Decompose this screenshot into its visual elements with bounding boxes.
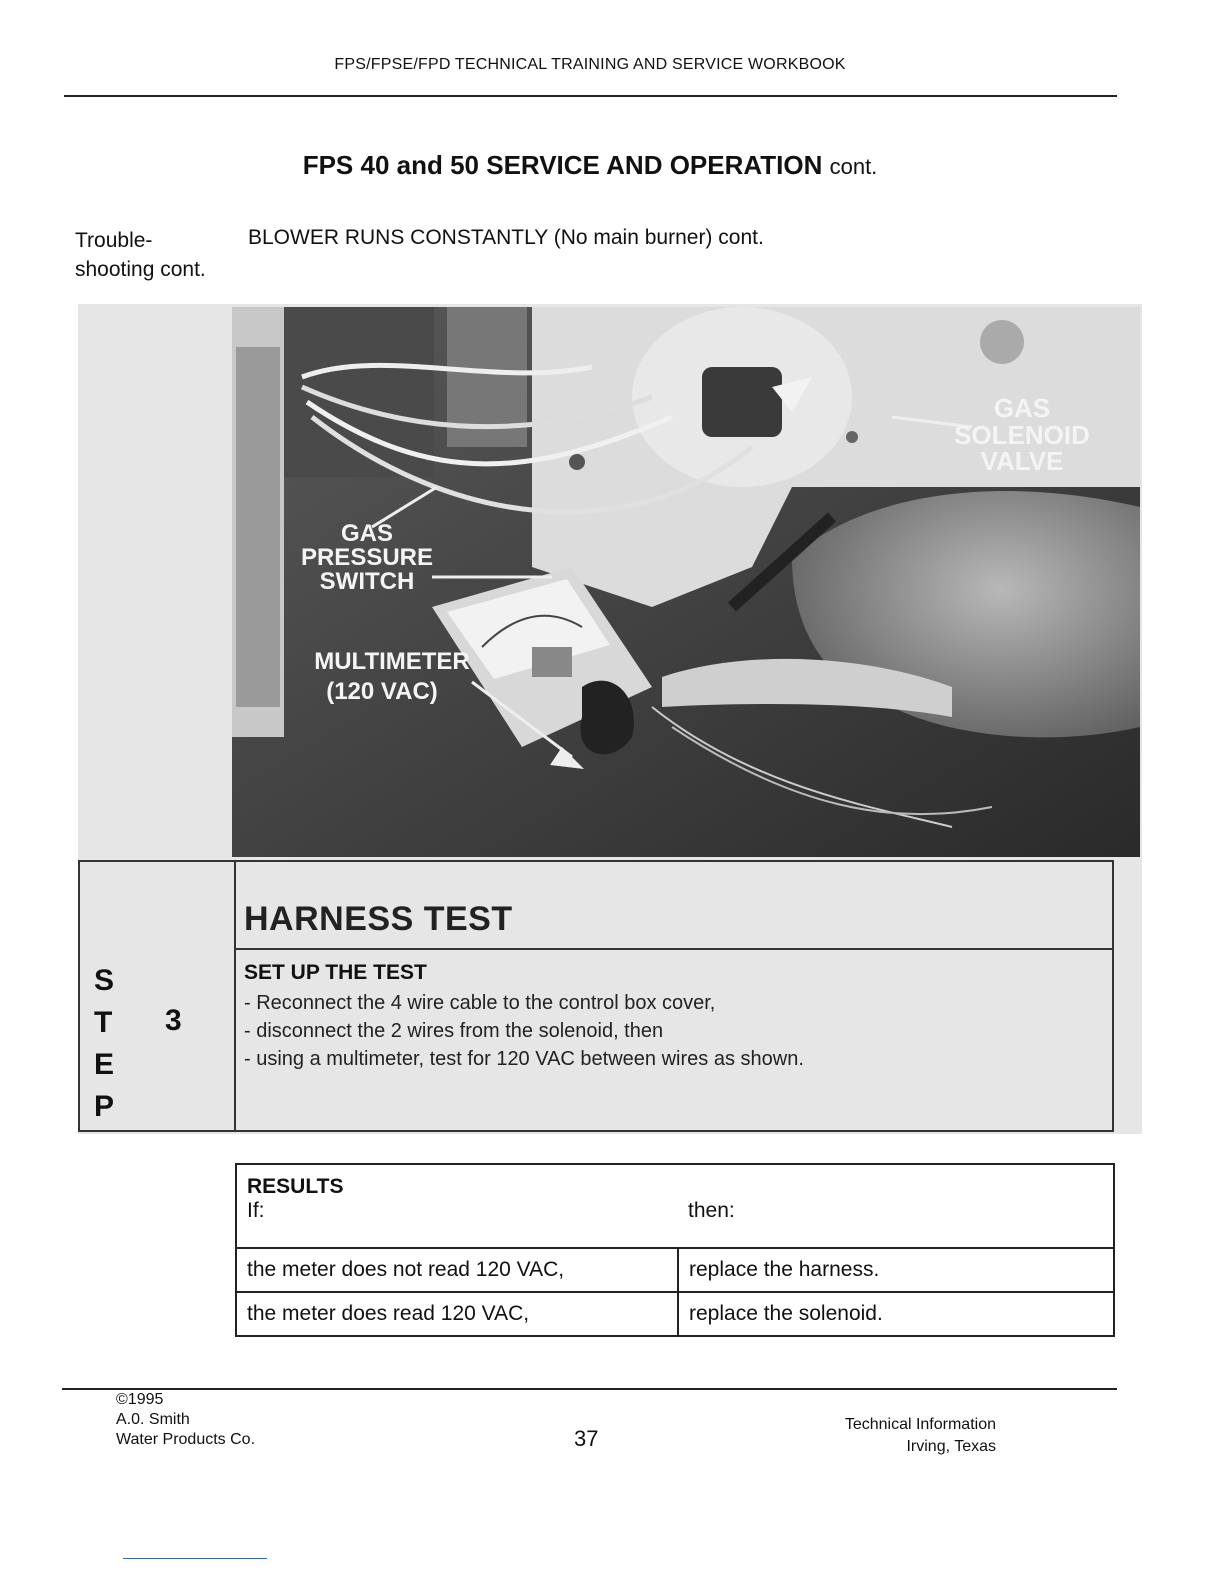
section-side-label xyxy=(75,226,206,284)
running-header: FPS/FPSE/FPD TECHNICAL TRAINING AND SERVICE WORKBOOK xyxy=(334,56,846,73)
result-action: replace the harness. xyxy=(678,1248,1113,1292)
step-letter: P xyxy=(94,1090,115,1123)
label-multimeter-1: MULTIMETER xyxy=(314,648,470,675)
side-label-line-2: shooting cont. xyxy=(75,258,206,281)
footer-company-2: Water Products Co. xyxy=(116,1431,256,1448)
table-row xyxy=(237,1248,1113,1292)
side-label-line-1: Trouble- xyxy=(75,229,153,252)
page-title xyxy=(0,150,1180,181)
setup-instructions xyxy=(244,989,804,1073)
label-gas-solenoid-2: SOLENOID xyxy=(954,420,1090,450)
section-subheading: BLOWER RUNS CONSTANTLY (No main burner) cont. xyxy=(248,226,764,249)
page-title-main: FPS 40 and 50 SERVICE AND OPERATION xyxy=(302,150,823,180)
label-gas-solenoid-3: VALVE xyxy=(980,446,1064,476)
label-gas-pressure-1: GAS xyxy=(340,520,394,547)
step-box-divider xyxy=(234,860,236,1132)
harness-test-photo xyxy=(232,307,1140,857)
setup-title: SET UP THE TEST xyxy=(244,961,427,984)
page-title-suffix: cont. xyxy=(829,154,878,179)
label-gas-solenoid-1: GAS xyxy=(993,393,1051,423)
setup-line: - using a multimeter, test for 120 VAC between wires as shown. xyxy=(244,1048,804,1070)
setup-line: - Reconnect the 4 wire cable to the control box cover, xyxy=(244,992,716,1014)
step-letter: E xyxy=(94,1048,115,1081)
step-number: 3 xyxy=(165,1004,182,1037)
step-letter: S xyxy=(94,964,115,997)
footer-company-1: A.0. Smith xyxy=(116,1411,190,1428)
results-if-label: If: xyxy=(247,1199,265,1222)
footer-copyright: ©1995 xyxy=(116,1391,164,1408)
harness-title-rule xyxy=(234,948,1114,950)
photo-illustration xyxy=(232,307,1140,857)
step-vertical-label xyxy=(94,960,114,1128)
results-table xyxy=(235,1163,1115,1337)
results-then-label: then: xyxy=(688,1199,735,1222)
link-underline xyxy=(123,1558,267,1559)
result-condition: the meter does read 120 VAC, xyxy=(237,1292,678,1335)
results-title: RESULTS xyxy=(247,1175,344,1198)
result-action: replace the solenoid. xyxy=(689,1302,883,1325)
result-condition: the meter does not read 120 VAC, xyxy=(237,1248,678,1292)
page-number: 37 xyxy=(574,1426,599,1451)
step-title: HARNESS TEST xyxy=(244,900,513,938)
label-gas-pressure-3: SWITCH xyxy=(319,568,415,595)
footer-location-block xyxy=(760,1414,996,1458)
setup-line: - disconnect the 2 wires from the solenoid, then xyxy=(244,1020,664,1042)
footer-right-2: Irving, Texas xyxy=(906,1438,996,1455)
header-rule xyxy=(64,95,1117,97)
label-gas-pressure-2: PRESSURE xyxy=(300,544,434,571)
footer-copyright-block xyxy=(116,1390,255,1450)
step-letter: T xyxy=(94,1006,113,1039)
footer-right-1: Technical Information xyxy=(844,1416,996,1433)
label-multimeter-2: (120 VAC) xyxy=(326,678,438,705)
table-row xyxy=(237,1292,1113,1335)
